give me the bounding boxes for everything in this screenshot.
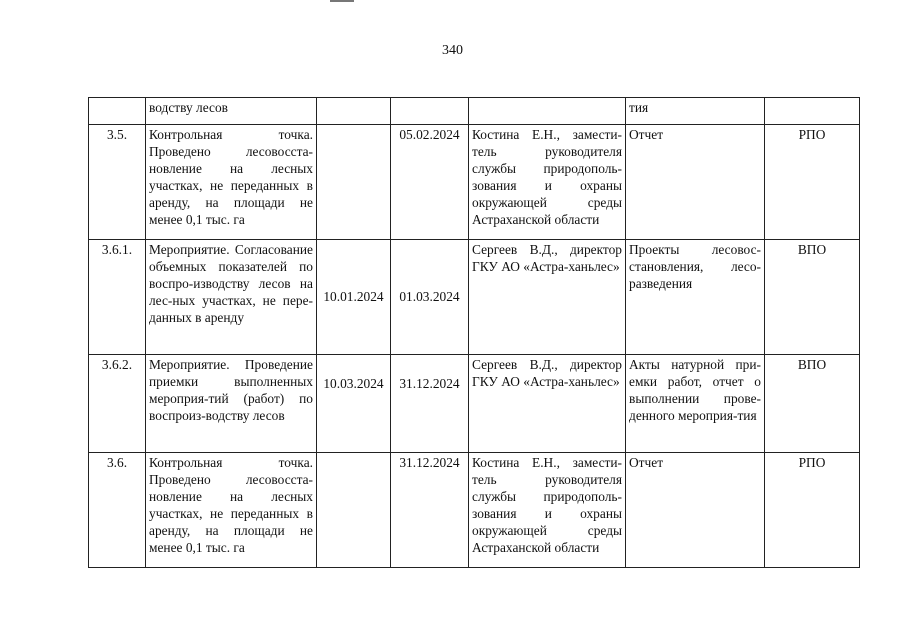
result: Акты натурной при-емки работ, отчет о выполнении прове-денного мероприя-тия: [626, 355, 765, 453]
end-date: [391, 98, 469, 125]
activity-name: Контрольная точка. Проведено лесовосста-новление на лесных участках, не переданных в аренду, на площади не менее 0,1 тыс. га: [146, 125, 317, 240]
activity-name: Мероприятие. Проведение приемки выполненных мероприя-тий (работ) по воспроиз-водству лесов: [146, 355, 317, 453]
responsible: Костина Е.Н., замести-тель руководителя службы природополь-зования и охраны окружающей среды Астраханской области: [469, 125, 626, 240]
end-date: 05.02.2024: [391, 125, 469, 240]
start-date: 10.03.2024: [317, 355, 391, 453]
table-row: [89, 240, 860, 355]
control-type: ВПО: [765, 355, 860, 453]
control-type: ВПО: [765, 240, 860, 355]
control-type: РПО: [765, 453, 860, 568]
top-edge-mark: [330, 0, 354, 2]
table-row: [89, 125, 860, 240]
page-number: 340: [442, 43, 463, 58]
table-row: [89, 98, 860, 125]
row-number: 3.6.: [89, 453, 146, 568]
end-date: 31.12.2024: [391, 355, 469, 453]
row-number: [89, 98, 146, 125]
activity-name: Мероприятие. Согласование объемных показателей по воспро-изводству лесов на лес-ных участках, не пере-данных в аренду: [146, 240, 317, 355]
start-date: [317, 125, 391, 240]
start-date: [317, 98, 391, 125]
start-date: 10.01.2024: [317, 240, 391, 355]
result: Проекты лесовос-становления, лесо-разведения: [626, 240, 765, 355]
table-row: [89, 453, 860, 568]
result: Отчет: [626, 125, 765, 240]
control-type: РПО: [765, 125, 860, 240]
responsible: [469, 98, 626, 125]
responsible: Костина Е.Н., замести-тель руководителя службы природополь-зования и охраны окружающей среды Астраханской области: [469, 453, 626, 568]
activity-name: водству лесов: [146, 98, 317, 125]
table-row: [89, 355, 860, 453]
responsible: Сергеев В.Д., директор ГКУ АО «Астра-ханьлес»: [469, 355, 626, 453]
control-type: [765, 98, 860, 125]
start-date: [317, 453, 391, 568]
row-number: 3.5.: [89, 125, 146, 240]
row-number: 3.6.2.: [89, 355, 146, 453]
end-date: 01.03.2024: [391, 240, 469, 355]
result: Отчет: [626, 453, 765, 568]
row-number: 3.6.1.: [89, 240, 146, 355]
end-date: 31.12.2024: [391, 453, 469, 568]
plan-table: [88, 97, 860, 568]
activity-name: Контрольная точка. Проведено лесовосста-новление на лесных участках, не переданных в аренду, на площади не менее 0,1 тыс. га: [146, 453, 317, 568]
result: тия: [626, 98, 765, 125]
responsible: Сергеев В.Д., директор ГКУ АО «Астра-ханьлес»: [469, 240, 626, 355]
